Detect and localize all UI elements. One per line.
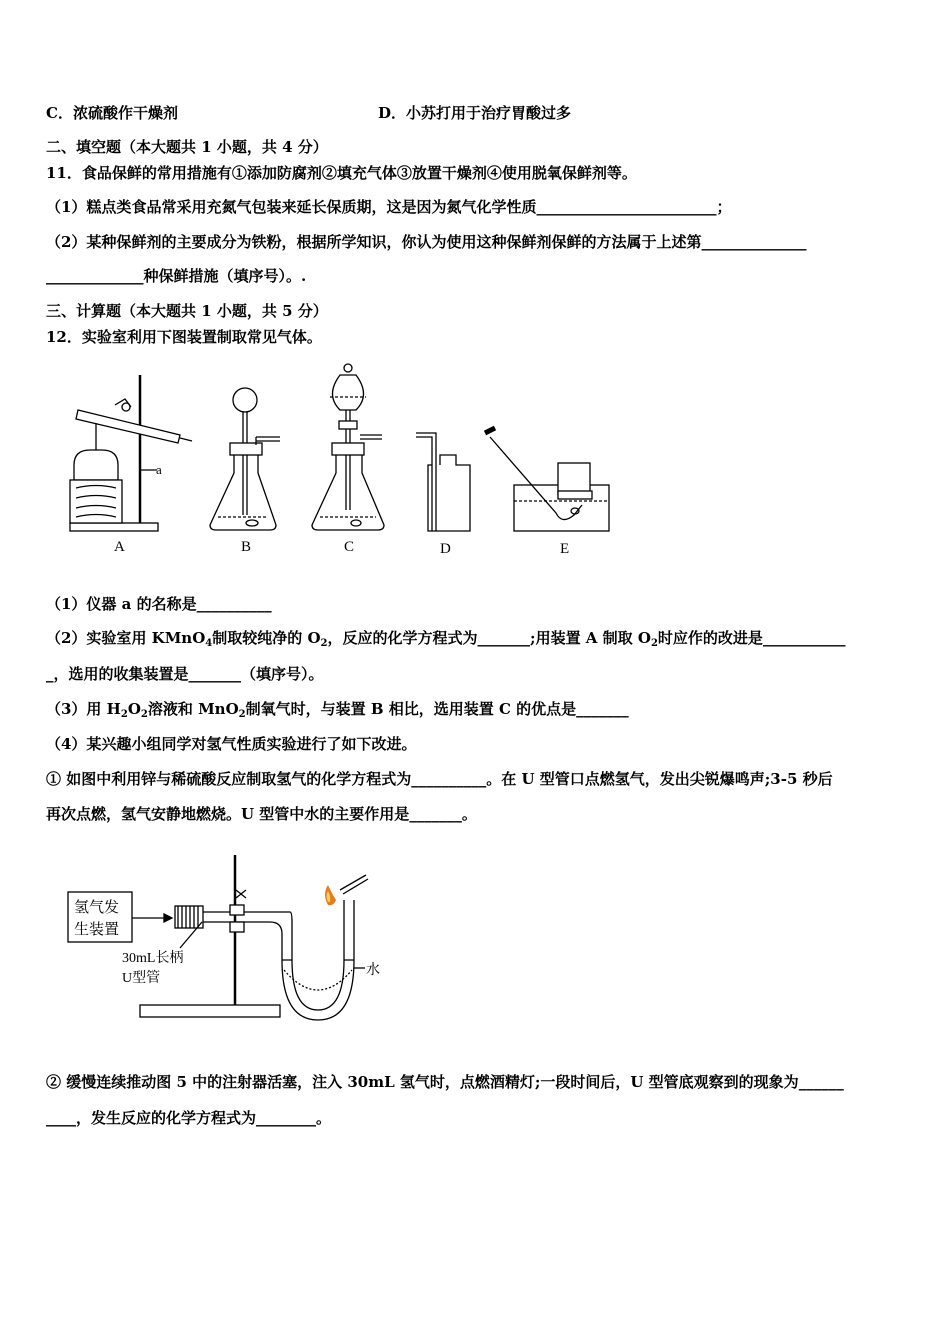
q12-4-1-line2-end: 。 xyxy=(461,805,477,823)
label-A: A xyxy=(114,539,125,555)
option-d: D．小苏打用于治疗胃酸过多 xyxy=(378,104,572,122)
tube-label-2: U型管 xyxy=(122,971,161,986)
q11-2-text: （2）某种保鲜剂的主要成分为铁粉，根据所学知识，你认为使用这种保鲜剂保鲜的方法属于上述第 xyxy=(46,233,702,251)
label-E: E xyxy=(560,541,570,557)
q11-1-end: ； xyxy=(716,198,732,216)
question-11-part-1 xyxy=(46,197,731,217)
q12-4-2-line2-end: 。 xyxy=(316,1109,332,1127)
q12-part-1 xyxy=(46,594,272,614)
question-12: 12．实验室利用下图装置制取常见气体。 xyxy=(46,328,322,346)
q12-part-4-1-line2 xyxy=(46,804,477,824)
q12-4-2-line2-text: ，发生反应的化学方程式为 xyxy=(76,1109,257,1127)
q12-2-line2-end: （填序号）。 xyxy=(241,665,324,683)
option-c: C．浓硫酸作干燥剂 xyxy=(46,104,178,122)
q12-part-3 xyxy=(46,699,629,725)
answer-blank: _______ xyxy=(188,665,242,683)
box-line-2: 生装置 xyxy=(74,922,120,938)
question-11-part-2b xyxy=(46,266,306,286)
section-2-title: 二、填空题（本大题共 1 小题，共 4 分） xyxy=(46,138,328,156)
apparatus-b xyxy=(210,388,280,530)
q11-2b-text: 种保鲜措施（填序号）。. xyxy=(143,267,307,285)
answer-blank: ______ xyxy=(798,1073,844,1091)
box-line-1: 氢气发 xyxy=(74,900,120,916)
q12-part-2-line2 xyxy=(46,664,324,684)
q12-4-2-text: ② 缓慢连续推动图 5 中的注射器活塞，注入 30mL 氢气时，点燃酒精灯;一段时间后，U 型管底观察到的现象为 xyxy=(46,1073,799,1091)
q12-1-text: （1）仪器 a 的名称是 xyxy=(46,595,197,613)
section-3-title: 三、计算题（本大题共 1 小题，共 5 分） xyxy=(46,302,328,320)
q12-part-4-2-line2 xyxy=(46,1108,331,1128)
answer-blank: __________ xyxy=(196,595,272,613)
q12-2-text-a: （2）实验室用 KMnO xyxy=(46,629,206,647)
q12-part-4: （4）某兴趣小组同学对氢气性质实验进行了如下改进。 xyxy=(46,735,417,753)
q12-3-text-c: 溶液和 MnO xyxy=(147,700,239,718)
q12-2-text-b: 制取较纯净的 O xyxy=(212,629,321,647)
answer-blank: _____________ xyxy=(46,267,144,285)
q12-3-text-d: 制氧气时，与装置 B 相比，选用装置 C 的优点是 xyxy=(245,700,577,718)
answer-blank: ________________________ xyxy=(536,198,717,216)
q12-part-4-1 xyxy=(46,769,833,789)
subscript: 2 xyxy=(238,709,246,720)
question-11-part-2 xyxy=(46,232,806,252)
q12-4-1-text-b: 。在 U 型管口点燃氢气，发出尖锐爆鸣声;3-5 秒后 xyxy=(486,770,833,788)
water-label: 水 xyxy=(366,963,380,978)
answer-blank: ____ xyxy=(46,1109,76,1127)
subscript: 2 xyxy=(320,638,328,649)
answer-blank: _ xyxy=(46,665,54,683)
answer-blank: _______ xyxy=(477,629,531,647)
subscript: 4 xyxy=(205,638,213,649)
subscript: 2 xyxy=(120,709,128,720)
answer-blank: _______ xyxy=(409,805,462,823)
q12-2-text-d: ;用装置 A 制取 O xyxy=(530,629,651,647)
apparatus-figure xyxy=(60,355,620,565)
question-11: 11．食品保鲜的常用措施有①添加防腐剂②填充气体③放置干燥剂④使用脱氧保鲜剂等。 xyxy=(46,164,637,182)
u-tube-figure xyxy=(60,850,380,1025)
subscript: 2 xyxy=(650,638,658,649)
q12-2-text-c: ，反应的化学方程式为 xyxy=(327,629,478,647)
label-B: B xyxy=(241,539,252,555)
apparatus-d xyxy=(416,433,470,531)
subscript: 2 xyxy=(140,709,148,720)
label-C: C xyxy=(344,539,355,555)
answer-blank: ___________ xyxy=(762,629,846,647)
answer-blank: _______ xyxy=(576,700,629,718)
tube-label-1: 30mL长柄 xyxy=(122,951,184,966)
apparatus-e xyxy=(485,428,609,531)
q12-4-1-text-a: ① 如图中利用锌与稀硫酸反应制取氢气的化学方程式为 xyxy=(46,770,412,788)
q12-part-2 xyxy=(46,628,845,654)
q12-2-text-e: 时应作的改进是 xyxy=(657,629,763,647)
q11-1-text: （1）糕点类食品常采用充氮气包装来延长保质期，这是因为氮气化学性质 xyxy=(46,198,537,216)
q12-part-4-2 xyxy=(46,1072,844,1092)
q12-4-1-line2-text: 再次点燃，氢气安静地燃烧。U 型管中水的主要作用是 xyxy=(46,805,410,823)
q12-2-line2-text: ，选用的收集装置是 xyxy=(53,665,189,683)
label-D: D xyxy=(440,541,451,557)
answer-blank: ________ xyxy=(256,1109,317,1127)
q12-3-text-a: （3）用 H xyxy=(46,700,121,718)
apparatus-c xyxy=(312,364,384,530)
answer-blank: __________ xyxy=(411,770,487,788)
q12-3-text-b: O xyxy=(127,700,141,718)
answer-blank: ______________ xyxy=(701,233,807,251)
label-a: a xyxy=(156,462,162,477)
apparatus-a xyxy=(70,375,192,531)
